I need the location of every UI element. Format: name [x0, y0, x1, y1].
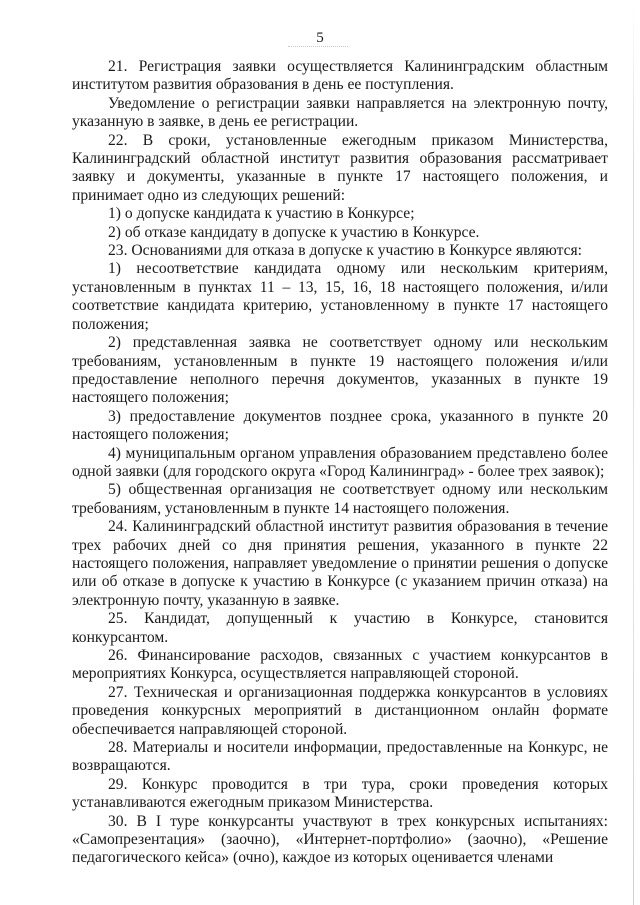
- document-body: [72, 58, 608, 868]
- paragraph-23: 23. Основаниями для отказа в допуске к участию в Конкурсе являются:: [108, 242, 582, 260]
- paragraph-22-item-1: 1) о допуске кандидата к участию в Конкурсе;: [108, 205, 415, 223]
- paragraph-26: 26. Финансирование расходов, связанных с участием конкурсантов в мероприятиях Конкурса, осуществляется направляющей стороной.: [72, 647, 608, 683]
- paragraph-27: 27. Техническая и организационная поддержка конкурсантов в условиях проведения конкурсных мероприятий в дистанционном онлайн формате обеспечивается направляющей стороной.: [72, 683, 608, 738]
- paragraph-23-item-2: 2) представленная заявка не соответствует одному или нескольким требованиям, установленным в пункте 19 настоящего положения и/или предоставление неполного перечня документов, указанных в пункте 19 настоящего положения;: [72, 334, 608, 407]
- paragraph-25: 25. Кандидат, допущенный к участию в Конкурсе, становится конкурсантом.: [72, 610, 608, 646]
- paragraph-28: 28. Материалы и носители информации, предоставленные на Конкурс, не возвращаются.: [72, 739, 608, 775]
- paragraph-23-item-5: 5) общественная организация не соответствует одному или нескольким требованиям, установленным в пункте 14 настоящего положения.: [72, 481, 608, 517]
- paragraph-29: 29. Конкурс проводится в три тура, сроки проведения которых устанавливаются ежегодным приказом Министерства.: [72, 775, 608, 812]
- paragraph-23-item-3: 3) предоставление документов позднее срока, указанного в пункте 20 настоящего положения;: [72, 407, 608, 444]
- paragraph-23-item-1: 1) несоответствие кандидата одному или нескольким критериям, установленным в пунктах 11 – 13, 15, 16, 18 настоящего положения, и/или соответствие кандидата критерию, установленному в пункте 17 настоящего положения;: [72, 260, 608, 333]
- paragraph-notification: Уведомление о регистрации заявки направляется на электронную почту, указанную в заявке, в день ее регистрации.: [72, 94, 608, 131]
- paragraph-22: 22. В сроки, установленные ежегодным приказом Министерства, Калининградский областной институт развития образования рассматривает заявку и документы, указанные в пункте 17 настоящего положения, и принимает одно из следующих решений:: [72, 131, 608, 204]
- paragraph-23-item-4: 4) муниципальным органом управления образованием представлено более одной заявки (для городского округа «Город Калининград» - более трех заявок);: [72, 444, 608, 480]
- paragraph-22-item-2: 2) об отказе кандидату в допуске к участию в Конкурсе.: [108, 223, 480, 241]
- paragraph-24: 24. Калининградский областной институт развития образования в течение трех рабочих дней со дня принятия решения, указанного в пункте 22 настоящего положения, направляет уведомление о принятии решения о допуске или об отказе в допуске к участию в Конкурсе (с указанием причин отказа) на электронную почту, указанную в заявке.: [72, 518, 608, 609]
- paragraph-21: 21. Регистрация заявки осуществляется Калининградским областным институтом развития образования в день ее поступления.: [72, 58, 608, 94]
- paragraph-30: 30. В I туре конкурсанты участвуют в трех конкурсных испытаниях: «Самопрезентация» (заочно), «Интернет-портфолио» (заочно), «Решение педагогического кейса» (очно), каждое из которых оценивается членами: [72, 812, 608, 867]
- scan-edge-shadow: [633, 0, 634, 905]
- page-number: 5: [316, 30, 324, 46]
